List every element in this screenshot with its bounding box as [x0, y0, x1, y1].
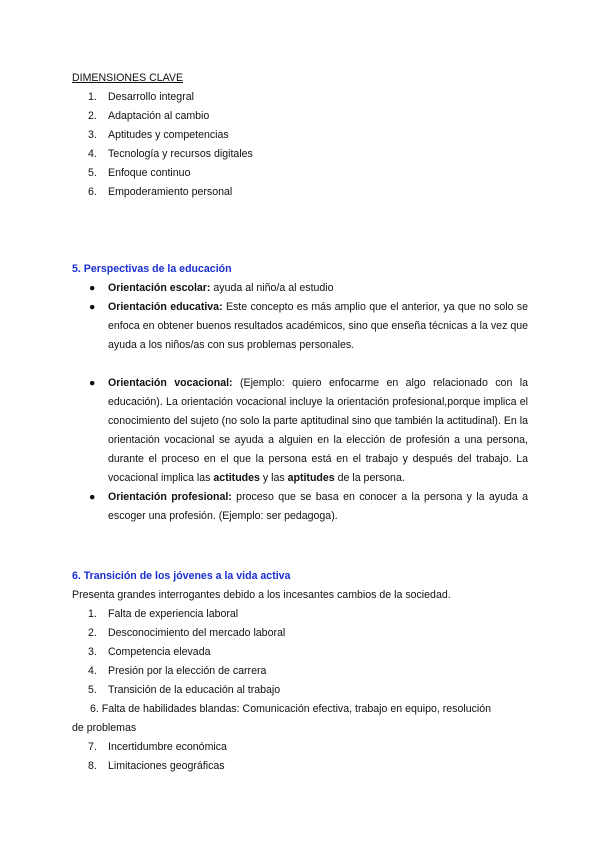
item-text: Competencia elevada: [108, 646, 211, 658]
bullet-text: proceso que se basa en conocer a la persona y la ayuda a escoger una profesión. (Ejemplo: ser pedagoga).: [108, 491, 529, 522]
list-item: [72, 126, 253, 145]
list-item: [72, 183, 253, 202]
bullet-text: ayuda al niño/a al estudio: [210, 282, 334, 294]
list-item: [72, 107, 253, 126]
section-6-title: 6. Transición de los jóvenes a la vida activa: [72, 570, 291, 582]
section-6-list: [72, 605, 285, 700]
item-number: 2.: [88, 627, 97, 639]
item-text: Desconocimiento del mercado laboral: [108, 627, 286, 639]
bullet-text: de la persona.: [334, 472, 405, 484]
list-item: [72, 605, 285, 624]
item-number: 1.: [88, 608, 97, 620]
item-text: Enfoque continuo: [108, 167, 191, 179]
list-item: [72, 662, 285, 681]
bullet-term: Orientación profesional:: [108, 491, 232, 503]
item-number: 8.: [88, 760, 97, 772]
item-number: 2.: [88, 110, 97, 122]
list-item: [72, 757, 227, 776]
section-6-intro: Presenta grandes interrogantes debido a los incesantes cambios de la sociedad.: [72, 589, 451, 601]
bold-word: aptitudes: [287, 472, 335, 484]
item-number: 5.: [88, 684, 97, 696]
dimensiones-title: DIMENSIONES CLAVE: [72, 72, 184, 84]
item-text: Limitaciones geográficas: [108, 760, 225, 772]
bullet-term: Orientación educativa:: [108, 301, 223, 313]
item-number: 4.: [88, 665, 97, 677]
item-number: 4.: [88, 148, 97, 160]
item-number: 1.: [88, 91, 97, 103]
list-item: [72, 738, 227, 757]
list-item: [72, 88, 253, 107]
item-text-continued: de problemas: [72, 722, 137, 734]
item-text: Presión por la elección de carrera: [108, 665, 267, 677]
bullet-text: (Ejemplo: quiero enfocarme en algo relacionado con la educación). La orientación vocacional incluye la orientación profesional,porque implica el conocimiento del sujeto (no solo la parte aptitudinal sino que también la actitudinal). En la orientación vocacional se ayuda a alguien en la elección de profesión a una persona, durante el proceso en el que la persona está en el trabajo y después del trabajo. La vocacional implica las: [108, 377, 528, 484]
item-text: Desarrollo integral: [108, 91, 194, 103]
bullet-icon: ●: [89, 301, 96, 313]
item-text: Tecnología y recursos digitales: [108, 148, 253, 160]
item-number: 3.: [88, 129, 97, 141]
bullet-icon: ●: [89, 282, 96, 294]
list-item: [72, 164, 253, 183]
item-number: 7.: [88, 741, 97, 753]
list-item: [72, 488, 528, 526]
bullet-text: Este concepto es más amplio que el anterior, ya que no solo se enfoca en obtener buenos resultados académicos, sino que enseña técnicas a la vez que ayuda a los niños/as con sus problemas personales.: [108, 301, 528, 351]
item-number: 6.: [88, 186, 97, 198]
item-text: 6. Falta de habilidades blandas: Comunicación efectiva, trabajo en equipo, resolución: [90, 703, 492, 715]
bullet-text: y las: [259, 472, 288, 484]
section-6-list-cont: [72, 738, 227, 776]
section-6-item-6: [72, 700, 528, 738]
item-text: Empoderamiento personal: [108, 186, 233, 198]
list-item: [72, 298, 528, 355]
bullet-term: Orientación vocacional:: [108, 377, 233, 389]
item-number: 3.: [88, 646, 97, 658]
bullet-icon: ●: [89, 377, 96, 389]
section-5-bullets-cont: [72, 374, 528, 526]
list-item: [72, 681, 285, 700]
item-text: Aptitudes y competencias: [108, 129, 229, 141]
list-item: [72, 145, 253, 164]
item-text: Adaptación al cambio: [108, 110, 210, 122]
bold-word: actitudes: [213, 472, 260, 484]
item-number: 5.: [88, 167, 97, 179]
list-item: [72, 643, 285, 662]
list-item: [72, 279, 528, 298]
item-text: Transición de la educación al trabajo: [108, 684, 281, 696]
list-item: [72, 624, 285, 643]
list-item: [72, 374, 528, 488]
section-5-bullets: [72, 279, 528, 355]
bullet-term: Orientación escolar:: [108, 282, 211, 294]
section-5-title: 5. Perspectivas de la educación: [72, 263, 232, 275]
item-text: Falta de experiencia laboral: [108, 608, 239, 620]
item-text: Incertidumbre económica: [108, 741, 227, 753]
dimensiones-list: [72, 88, 253, 202]
bullet-icon: ●: [89, 491, 96, 503]
